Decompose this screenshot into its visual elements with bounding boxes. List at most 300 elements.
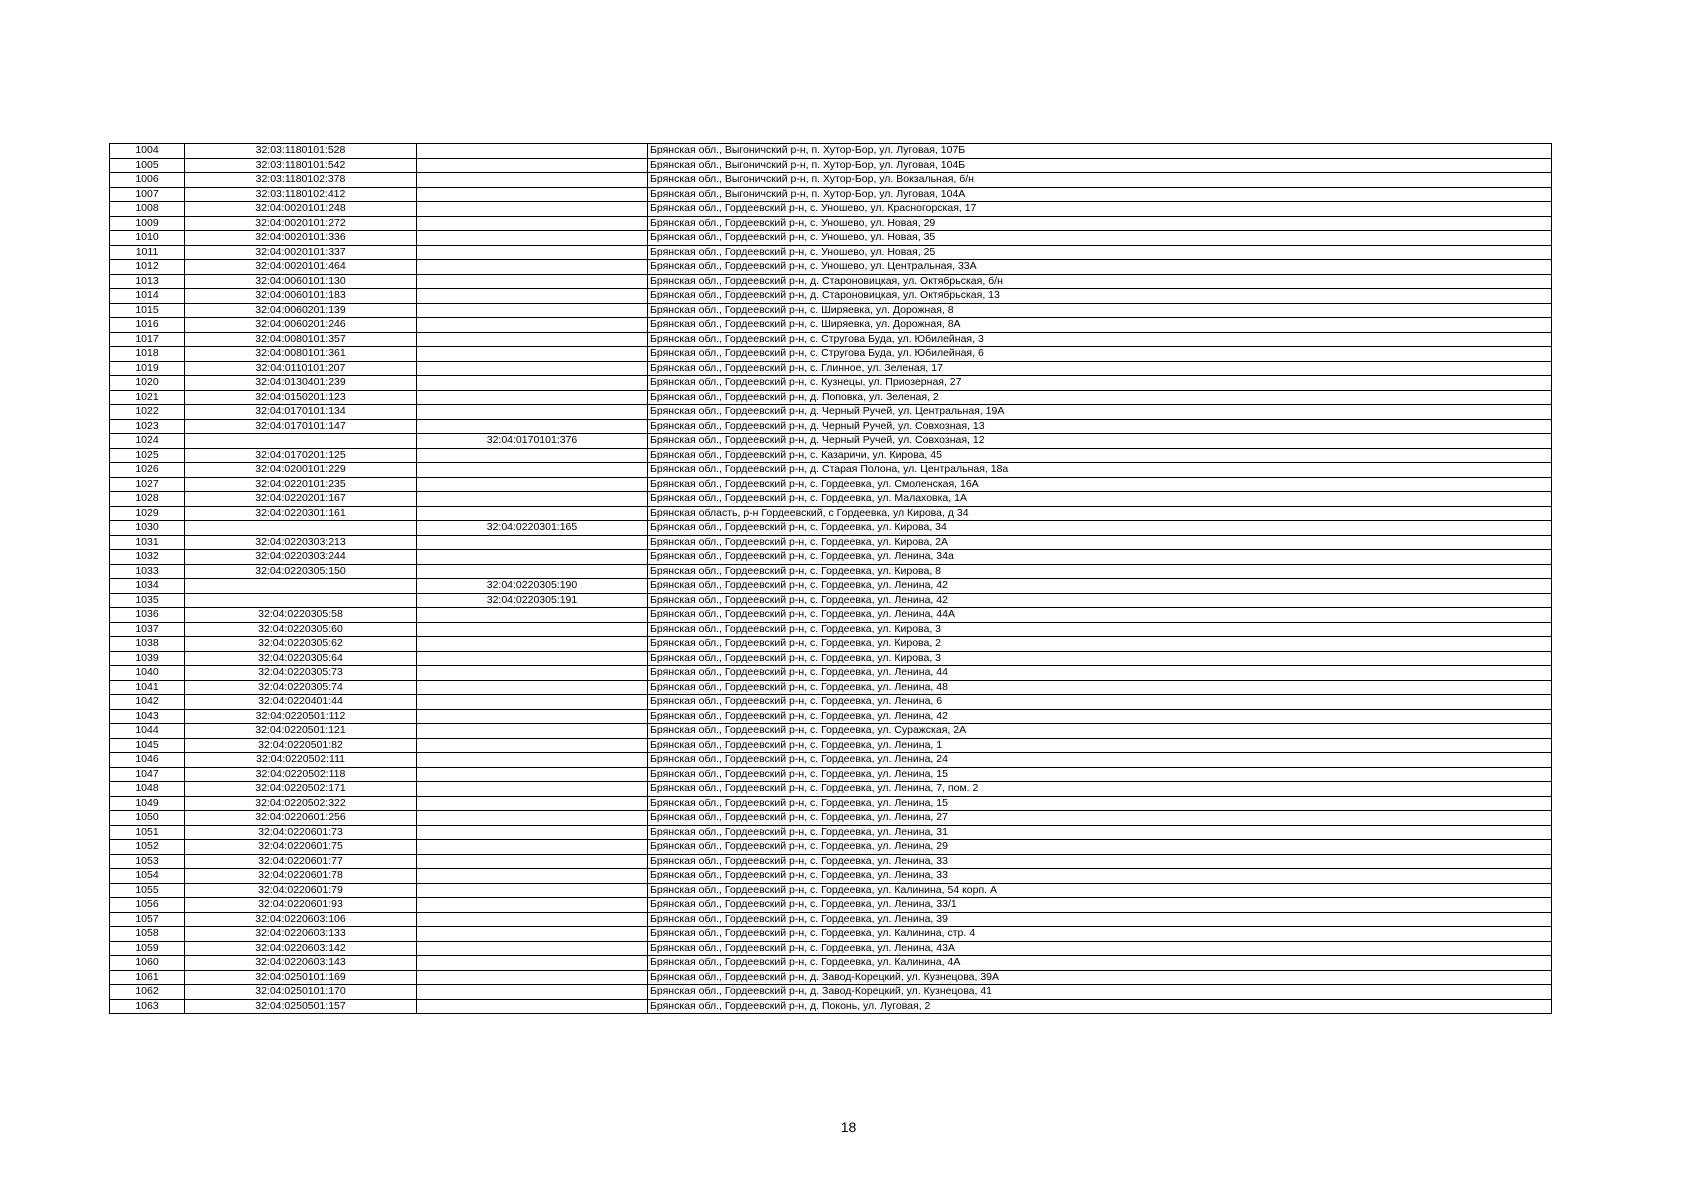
row-number-cell: 1010: [110, 231, 185, 246]
table-row: [110, 245, 1552, 260]
alt-cadastral-number-cell: [417, 332, 648, 347]
table-row: [110, 579, 1552, 594]
row-number-cell: 1011: [110, 245, 185, 260]
alt-cadastral-number-cell: [417, 782, 648, 797]
cadastral-number-cell: 32:03:1180101:528: [185, 144, 417, 159]
cadastral-number-cell: 32:04:0250501:157: [185, 999, 417, 1014]
address-cell: Брянская обл., Гордеевский р-н, с. Гордеевка, ул. Ленина, 33: [648, 854, 1552, 869]
cadastral-number-cell: 32:04:0220601:75: [185, 840, 417, 855]
alt-cadastral-number-cell: [417, 796, 648, 811]
row-number-cell: 1046: [110, 753, 185, 768]
alt-cadastral-number-cell: [417, 840, 648, 855]
alt-cadastral-number-cell: [417, 999, 648, 1014]
cadastral-number-cell: 32:04:0170101:147: [185, 419, 417, 434]
cadastral-number-cell: 32:04:0220401:44: [185, 695, 417, 710]
row-number-cell: 1009: [110, 216, 185, 231]
alt-cadastral-number-cell: [417, 260, 648, 275]
cadastral-number-cell: 32:04:0220601:77: [185, 854, 417, 869]
table-row: [110, 608, 1552, 623]
cadastral-number-cell: 32:04:0250101:170: [185, 985, 417, 1000]
table-row: [110, 564, 1552, 579]
row-number-cell: 1043: [110, 709, 185, 724]
table-row: [110, 332, 1552, 347]
table-row: [110, 709, 1552, 724]
table-row: [110, 477, 1552, 492]
row-number-cell: 1029: [110, 506, 185, 521]
address-cell: Брянская обл., Гордеевский р-н, д. Староновицкая, ул. Октябрьская, б/н: [648, 274, 1552, 289]
cadastral-number-cell: 32:04:0220502:118: [185, 767, 417, 782]
address-cell: Брянская обл., Гордеевский р-н, д. Староновицкая, ул. Октябрьская, 13: [648, 289, 1552, 304]
address-cell: Брянская обл., Гордеевский р-н, с. Уношево, ул. Красногорская, 17: [648, 202, 1552, 217]
cadastral-number-cell: 32:04:0220501:121: [185, 724, 417, 739]
alt-cadastral-number-cell: [417, 970, 648, 985]
table-row: [110, 593, 1552, 608]
alt-cadastral-number-cell: [417, 724, 648, 739]
table-row: [110, 390, 1552, 405]
alt-cadastral-number-cell: [417, 303, 648, 318]
cadastral-number-cell: 32:04:0220501:112: [185, 709, 417, 724]
cadastral-number-cell: 32:04:0220502:322: [185, 796, 417, 811]
alt-cadastral-number-cell: [417, 390, 648, 405]
table-row: [110, 231, 1552, 246]
table-row: [110, 956, 1552, 971]
table-row: [110, 695, 1552, 710]
cadastral-number-cell: 32:04:0020101:336: [185, 231, 417, 246]
cadastral-number-cell: 32:04:0220305:62: [185, 637, 417, 652]
cadastral-number-cell: 32:04:0220305:58: [185, 608, 417, 623]
cadastral-number-cell: 32:04:0220502:171: [185, 782, 417, 797]
address-cell: Брянская обл., Гордеевский р-н, с. Гордеевка, ул. Кирова, 2: [648, 637, 1552, 652]
alt-cadastral-number-cell: [417, 680, 648, 695]
row-number-cell: 1045: [110, 738, 185, 753]
alt-cadastral-number-cell: [417, 709, 648, 724]
address-cell: Брянская обл., Гордеевский р-н, с. Гордеевка, ул. Ленина, 27: [648, 811, 1552, 826]
row-number-cell: 1060: [110, 956, 185, 971]
row-number-cell: 1051: [110, 825, 185, 840]
address-cell: Брянская обл., Гордеевский р-н, с. Ширяевка, ул. Дорожная, 8А: [648, 318, 1552, 333]
address-cell: Брянская обл., Гордеевский р-н, д. Черный Ручей, ул. Центральная, 19А: [648, 405, 1552, 420]
row-number-cell: 1035: [110, 593, 185, 608]
cadastral-number-cell: [185, 593, 417, 608]
alt-cadastral-number-cell: [417, 477, 648, 492]
cadastral-number-cell: 32:03:1180101:542: [185, 158, 417, 173]
table-row: [110, 782, 1552, 797]
row-number-cell: 1032: [110, 550, 185, 565]
address-cell: Брянская обл., Гордеевский р-н, с. Уношево, ул. Центральная, 33А: [648, 260, 1552, 275]
alt-cadastral-number-cell: [417, 202, 648, 217]
address-cell: Брянская обл., Гордеевский р-н, с. Гордеевка, ул. Ленина, 39: [648, 912, 1552, 927]
address-cell: Брянская обл., Гордеевский р-н, с. Уношево, ул. Новая, 35: [648, 231, 1552, 246]
row-number-cell: 1034: [110, 579, 185, 594]
row-number-cell: 1036: [110, 608, 185, 623]
cadastral-number-cell: 32:04:0060201:246: [185, 318, 417, 333]
alt-cadastral-number-cell: [417, 651, 648, 666]
address-cell: Брянская обл., Гордеевский р-н, д. Черный Ручей, ул. Совхозная, 12: [648, 434, 1552, 449]
cadastral-number-cell: [185, 579, 417, 594]
row-number-cell: 1037: [110, 622, 185, 637]
address-cell: Брянская обл., Гордеевский р-н, с. Гордеевка, ул. Кирова, 8: [648, 564, 1552, 579]
row-number-cell: 1007: [110, 187, 185, 202]
table-row: [110, 651, 1552, 666]
row-number-cell: 1058: [110, 927, 185, 942]
alt-cadastral-number-cell: [417, 825, 648, 840]
row-number-cell: 1026: [110, 463, 185, 478]
cadastral-number-cell: 32:04:0060201:139: [185, 303, 417, 318]
table-row: [110, 405, 1552, 420]
address-cell: Брянская обл., Гордеевский р-н, с. Гордеевка, ул. Кирова, 3: [648, 651, 1552, 666]
row-number-cell: 1038: [110, 637, 185, 652]
row-number-cell: 1022: [110, 405, 185, 420]
address-cell: Брянская обл., Гордеевский р-н, с. Кузнецы, ул. Приозерная, 27: [648, 376, 1552, 391]
row-number-cell: 1055: [110, 883, 185, 898]
table-row: [110, 724, 1552, 739]
address-cell: Брянская обл., Гордеевский р-н, с. Гордеевка, ул. Ленина, 42: [648, 579, 1552, 594]
table-row: [110, 492, 1552, 507]
address-cell: Брянская обл., Гордеевский р-н, с. Гордеевка, ул. Ленина, 31: [648, 825, 1552, 840]
row-number-cell: 1021: [110, 390, 185, 405]
address-cell: Брянская обл., Гордеевский р-н, с. Казаричи, ул. Кирова, 45: [648, 448, 1552, 463]
alt-cadastral-number-cell: [417, 753, 648, 768]
address-cell: Брянская обл., Гордеевский р-н, д. Завод-Корецкий, ул. Кузнецова, 39А: [648, 970, 1552, 985]
address-cell: Брянская обл., Гордеевский р-н, д. Черный Ручей, ул. Совхозная, 13: [648, 419, 1552, 434]
cadastral-number-cell: 32:04:0110101:207: [185, 361, 417, 376]
address-cell: Брянская обл., Гордеевский р-н, д. Завод-Корецкий, ул. Кузнецова, 41: [648, 985, 1552, 1000]
row-number-cell: 1047: [110, 767, 185, 782]
table-row: [110, 260, 1552, 275]
cadastral-number-cell: 32:04:0220601:78: [185, 869, 417, 884]
address-cell: Брянская обл., Гордеевский р-н, с. Гордеевка, ул. Суражская, 2А: [648, 724, 1552, 739]
alt-cadastral-number-cell: [417, 811, 648, 826]
table-row: [110, 289, 1552, 304]
table-row: [110, 535, 1552, 550]
table-row: [110, 173, 1552, 188]
address-cell: Брянская обл., Выгоничский р-н, п. Хутор-Бор, ул. Луговая, 104Б: [648, 158, 1552, 173]
table-row: [110, 274, 1552, 289]
registry-table: [109, 143, 1552, 1014]
row-number-cell: 1040: [110, 666, 185, 681]
address-cell: Брянская обл., Гордеевский р-н, с. Гордеевка, ул. Ленина, 24: [648, 753, 1552, 768]
cadastral-number-cell: 32:04:0220301:161: [185, 506, 417, 521]
address-cell: Брянская обл., Гордеевский р-н, с. Гордеевка, ул. Ленина, 42: [648, 593, 1552, 608]
table-row: [110, 825, 1552, 840]
address-cell: Брянская обл., Гордеевский р-н, с. Гордеевка, ул. Ленина, 42: [648, 709, 1552, 724]
alt-cadastral-number-cell: [417, 463, 648, 478]
alt-cadastral-number-cell: [417, 448, 648, 463]
alt-cadastral-number-cell: [417, 912, 648, 927]
cadastral-number-cell: 32:04:0220101:235: [185, 477, 417, 492]
cadastral-number-cell: 32:04:0200101:229: [185, 463, 417, 478]
table-row: [110, 970, 1552, 985]
table-row: [110, 318, 1552, 333]
row-number-cell: 1027: [110, 477, 185, 492]
alt-cadastral-number-cell: [417, 956, 648, 971]
row-number-cell: 1018: [110, 347, 185, 362]
row-number-cell: 1061: [110, 970, 185, 985]
table-row: [110, 767, 1552, 782]
row-number-cell: 1014: [110, 289, 185, 304]
row-number-cell: 1015: [110, 303, 185, 318]
cadastral-number-cell: [185, 521, 417, 536]
alt-cadastral-number-cell: [417, 738, 648, 753]
alt-cadastral-number-cell: [417, 506, 648, 521]
cadastral-number-cell: 32:04:0250101:169: [185, 970, 417, 985]
row-number-cell: 1016: [110, 318, 185, 333]
cadastral-number-cell: 32:04:0220603:106: [185, 912, 417, 927]
row-number-cell: 1004: [110, 144, 185, 159]
table-row: [110, 448, 1552, 463]
address-cell: Брянская обл., Гордеевский р-н, с. Гордеевка, ул. Малаховка, 1А: [648, 492, 1552, 507]
row-number-cell: 1041: [110, 680, 185, 695]
table-row: [110, 927, 1552, 942]
address-cell: Брянская обл., Гордеевский р-н, с. Гордеевка, ул. Ленина, 15: [648, 796, 1552, 811]
address-cell: Брянская область, р-н Гордеевский, с Гордеевка, ул Кирова, д 34: [648, 506, 1552, 521]
address-cell: Брянская обл., Гордеевский р-н, с. Гордеевка, ул. Ленина, 1: [648, 738, 1552, 753]
address-cell: Брянская обл., Гордеевский р-н, с. Глинное, ул. Зеленая, 17: [648, 361, 1552, 376]
alt-cadastral-number-cell: [417, 274, 648, 289]
alt-cadastral-number-cell: [417, 173, 648, 188]
address-cell: Брянская обл., Выгоничский р-н, п. Хутор-Бор, ул. Луговая, 104А: [648, 187, 1552, 202]
address-cell: Брянская обл., Гордеевский р-н, с. Гордеевка, ул. Ленина, 34а: [648, 550, 1552, 565]
cadastral-number-cell: 32:04:0060101:130: [185, 274, 417, 289]
cadastral-number-cell: 32:04:0220601:93: [185, 898, 417, 913]
table-row: [110, 506, 1552, 521]
table-row: [110, 550, 1552, 565]
cadastral-number-cell: 32:04:0220305:74: [185, 680, 417, 695]
address-cell: Брянская обл., Гордеевский р-н, с. Гордеевка, ул. Ленина, 29: [648, 840, 1552, 855]
row-number-cell: 1024: [110, 434, 185, 449]
alt-cadastral-number-cell: [417, 869, 648, 884]
alt-cadastral-number-cell: [417, 216, 648, 231]
cadastral-number-cell: 32:04:0170201:125: [185, 448, 417, 463]
table-row: [110, 158, 1552, 173]
cadastral-number-cell: 32:04:0020101:248: [185, 202, 417, 217]
cadastral-number-cell: 32:04:0220305:64: [185, 651, 417, 666]
row-number-cell: 1031: [110, 535, 185, 550]
alt-cadastral-number-cell: [417, 608, 648, 623]
row-number-cell: 1042: [110, 695, 185, 710]
alt-cadastral-number-cell: [417, 535, 648, 550]
cadastral-number-cell: 32:04:0020101:272: [185, 216, 417, 231]
alt-cadastral-number-cell: [417, 985, 648, 1000]
row-number-cell: 1056: [110, 898, 185, 913]
table-row: [110, 463, 1552, 478]
table-row: [110, 999, 1552, 1014]
cadastral-number-cell: 32:04:0220601:256: [185, 811, 417, 826]
table-row: [110, 912, 1552, 927]
alt-cadastral-number-cell: [417, 564, 648, 579]
table-row: [110, 941, 1552, 956]
registry-table-body: [110, 144, 1552, 1014]
address-cell: Брянская обл., Гордеевский р-н, с. Гордеевка, ул. Калинина, стр. 4: [648, 927, 1552, 942]
cadastral-number-cell: 32:04:0220603:133: [185, 927, 417, 942]
row-number-cell: 1033: [110, 564, 185, 579]
table-row: [110, 202, 1552, 217]
alt-cadastral-number-cell: [417, 883, 648, 898]
table-row: [110, 753, 1552, 768]
row-number-cell: 1025: [110, 448, 185, 463]
address-cell: Брянская обл., Гордеевский р-н, с. Гордеевка, ул. Ленина, 33/1: [648, 898, 1552, 913]
table-row: [110, 854, 1552, 869]
row-number-cell: 1019: [110, 361, 185, 376]
table-row: [110, 187, 1552, 202]
table-row: [110, 811, 1552, 826]
cadastral-number-cell: 32:04:0220502:111: [185, 753, 417, 768]
address-cell: Брянская обл., Гордеевский р-н, с. Уношево, ул. Новая, 25: [648, 245, 1552, 260]
address-cell: Брянская обл., Гордеевский р-н, с. Гордеевка, ул. Кирова, 34: [648, 521, 1552, 536]
cadastral-number-cell: 32:04:0060101:183: [185, 289, 417, 304]
alt-cadastral-number-cell: [417, 695, 648, 710]
address-cell: Брянская обл., Гордеевский р-н, д. Поконь, ул. Луговая, 2: [648, 999, 1552, 1014]
cadastral-number-cell: 32:04:0220303:213: [185, 535, 417, 550]
cadastral-number-cell: 32:03:1180102:378: [185, 173, 417, 188]
row-number-cell: 1044: [110, 724, 185, 739]
page-number: 18: [840, 1119, 857, 1135]
alt-cadastral-number-cell: [417, 376, 648, 391]
alt-cadastral-number-cell: [417, 767, 648, 782]
row-number-cell: 1013: [110, 274, 185, 289]
cadastral-number-cell: 32:04:0080101:361: [185, 347, 417, 362]
table-row: [110, 680, 1552, 695]
table-row: [110, 361, 1552, 376]
row-number-cell: 1053: [110, 854, 185, 869]
address-cell: Брянская обл., Гордеевский р-н, с. Ширяевка, ул. Дорожная, 8: [648, 303, 1552, 318]
address-cell: Брянская обл., Гордеевский р-н, с. Гордеевка, ул. Ленина, 33: [648, 869, 1552, 884]
row-number-cell: 1028: [110, 492, 185, 507]
cadastral-number-cell: 32:04:0220303:244: [185, 550, 417, 565]
cadastral-number-cell: 32:04:0220601:73: [185, 825, 417, 840]
cadastral-number-cell: 32:04:0130401:239: [185, 376, 417, 391]
address-cell: Брянская обл., Выгоничский р-н, п. Хутор-Бор, ул. Луговая, 107Б: [648, 144, 1552, 159]
address-cell: Брянская обл., Гордеевский р-н, с. Гордеевка, ул. Ленина, 7, пом. 2: [648, 782, 1552, 797]
alt-cadastral-number-cell: [417, 144, 648, 159]
row-number-cell: 1054: [110, 869, 185, 884]
table-row: [110, 521, 1552, 536]
address-cell: Брянская обл., Гордеевский р-н, с. Гордеевка, ул. Кирова, 2А: [648, 535, 1552, 550]
row-number-cell: 1023: [110, 419, 185, 434]
cadastral-number-cell: 32:04:0220601:79: [185, 883, 417, 898]
alt-cadastral-number-cell: [417, 289, 648, 304]
table-row: [110, 840, 1552, 855]
row-number-cell: 1059: [110, 941, 185, 956]
table-row: [110, 434, 1552, 449]
alt-cadastral-number-cell: 32:04:0220301:165: [417, 521, 648, 536]
alt-cadastral-number-cell: [417, 941, 648, 956]
table-row: [110, 883, 1552, 898]
table-row: [110, 637, 1552, 652]
row-number-cell: 1017: [110, 332, 185, 347]
cadastral-number-cell: 32:04:0020101:337: [185, 245, 417, 260]
table-row: [110, 796, 1552, 811]
table-row: [110, 376, 1552, 391]
cadastral-number-cell: 32:04:0220305:60: [185, 622, 417, 637]
alt-cadastral-number-cell: [417, 666, 648, 681]
alt-cadastral-number-cell: 32:04:0220305:190: [417, 579, 648, 594]
address-cell: Брянская обл., Гордеевский р-н, с. Гордеевка, ул. Кирова, 3: [648, 622, 1552, 637]
address-cell: Брянская обл., Гордеевский р-н, с. Стругова Буда, ул. Юбилейная, 6: [648, 347, 1552, 362]
cadastral-number-cell: 32:04:0080101:357: [185, 332, 417, 347]
address-cell: Брянская обл., Гордеевский р-н, д. Старая Полона, ул. Центральная, 18а: [648, 463, 1552, 478]
alt-cadastral-number-cell: [417, 231, 648, 246]
cadastral-number-cell: 32:03:1180102:412: [185, 187, 417, 202]
row-number-cell: 1063: [110, 999, 185, 1014]
cadastral-number-cell: 32:04:0220603:142: [185, 941, 417, 956]
address-cell: Брянская обл., Гордеевский р-н, с. Стругова Буда, ул. Юбилейная, 3: [648, 332, 1552, 347]
address-cell: Брянская обл., Гордеевский р-н, с. Гордеевка, ул. Ленина, 43А: [648, 941, 1552, 956]
alt-cadastral-number-cell: [417, 318, 648, 333]
table-row: [110, 622, 1552, 637]
row-number-cell: 1048: [110, 782, 185, 797]
alt-cadastral-number-cell: [417, 405, 648, 420]
address-cell: Брянская обл., Гордеевский р-н, с. Гордеевка, ул. Ленина, 48: [648, 680, 1552, 695]
table-row: [110, 666, 1552, 681]
alt-cadastral-number-cell: [417, 245, 648, 260]
table-row: [110, 869, 1552, 884]
table-row: [110, 347, 1552, 362]
alt-cadastral-number-cell: [417, 347, 648, 362]
row-number-cell: 1020: [110, 376, 185, 391]
alt-cadastral-number-cell: [417, 550, 648, 565]
table-row: [110, 898, 1552, 913]
address-cell: Брянская обл., Гордеевский р-н, д. Поповка, ул. Зеленая, 2: [648, 390, 1552, 405]
row-number-cell: 1057: [110, 912, 185, 927]
cadastral-number-cell: 32:04:0220201:167: [185, 492, 417, 507]
cadastral-number-cell: 32:04:0220305:73: [185, 666, 417, 681]
table-row: [110, 738, 1552, 753]
alt-cadastral-number-cell: [417, 637, 648, 652]
table-row: [110, 985, 1552, 1000]
address-cell: Брянская обл., Гордеевский р-н, с. Гордеевка, ул. Калинина, 4А: [648, 956, 1552, 971]
row-number-cell: 1030: [110, 521, 185, 536]
row-number-cell: 1005: [110, 158, 185, 173]
address-cell: Брянская обл., Гордеевский р-н, с. Гордеевка, ул. Ленина, 44: [648, 666, 1552, 681]
cadastral-number-cell: [185, 434, 417, 449]
address-cell: Брянская обл., Гордеевский р-н, с. Гордеевка, ул. Смоленская, 16А: [648, 477, 1552, 492]
address-cell: Брянская обл., Выгоничский р-н, п. Хутор-Бор, ул. Вокзальная, б/н: [648, 173, 1552, 188]
alt-cadastral-number-cell: [417, 854, 648, 869]
cadastral-number-cell: 32:04:0150201:123: [185, 390, 417, 405]
row-number-cell: 1006: [110, 173, 185, 188]
alt-cadastral-number-cell: 32:04:0170101:376: [417, 434, 648, 449]
alt-cadastral-number-cell: [417, 898, 648, 913]
alt-cadastral-number-cell: [417, 187, 648, 202]
alt-cadastral-number-cell: 32:04:0220305:191: [417, 593, 648, 608]
row-number-cell: 1052: [110, 840, 185, 855]
alt-cadastral-number-cell: [417, 492, 648, 507]
alt-cadastral-number-cell: [417, 622, 648, 637]
address-cell: Брянская обл., Гордеевский р-н, с. Гордеевка, ул. Калинина, 54 корп. А: [648, 883, 1552, 898]
cadastral-number-cell: 32:04:0020101:464: [185, 260, 417, 275]
row-number-cell: 1062: [110, 985, 185, 1000]
address-cell: Брянская обл., Гордеевский р-н, с. Гордеевка, ул. Ленина, 44А: [648, 608, 1552, 623]
table-row: [110, 419, 1552, 434]
alt-cadastral-number-cell: [417, 927, 648, 942]
table-row: [110, 216, 1552, 231]
row-number-cell: 1008: [110, 202, 185, 217]
alt-cadastral-number-cell: [417, 419, 648, 434]
alt-cadastral-number-cell: [417, 361, 648, 376]
address-cell: Брянская обл., Гордеевский р-н, с. Уношево, ул. Новая, 29: [648, 216, 1552, 231]
row-number-cell: 1039: [110, 651, 185, 666]
table-row: [110, 303, 1552, 318]
alt-cadastral-number-cell: [417, 158, 648, 173]
cadastral-number-cell: 32:04:0220305:150: [185, 564, 417, 579]
cadastral-number-cell: 32:04:0170101:134: [185, 405, 417, 420]
table-row: [110, 144, 1552, 159]
row-number-cell: 1049: [110, 796, 185, 811]
cadastral-number-cell: 32:04:0220603:143: [185, 956, 417, 971]
row-number-cell: 1012: [110, 260, 185, 275]
row-number-cell: 1050: [110, 811, 185, 826]
